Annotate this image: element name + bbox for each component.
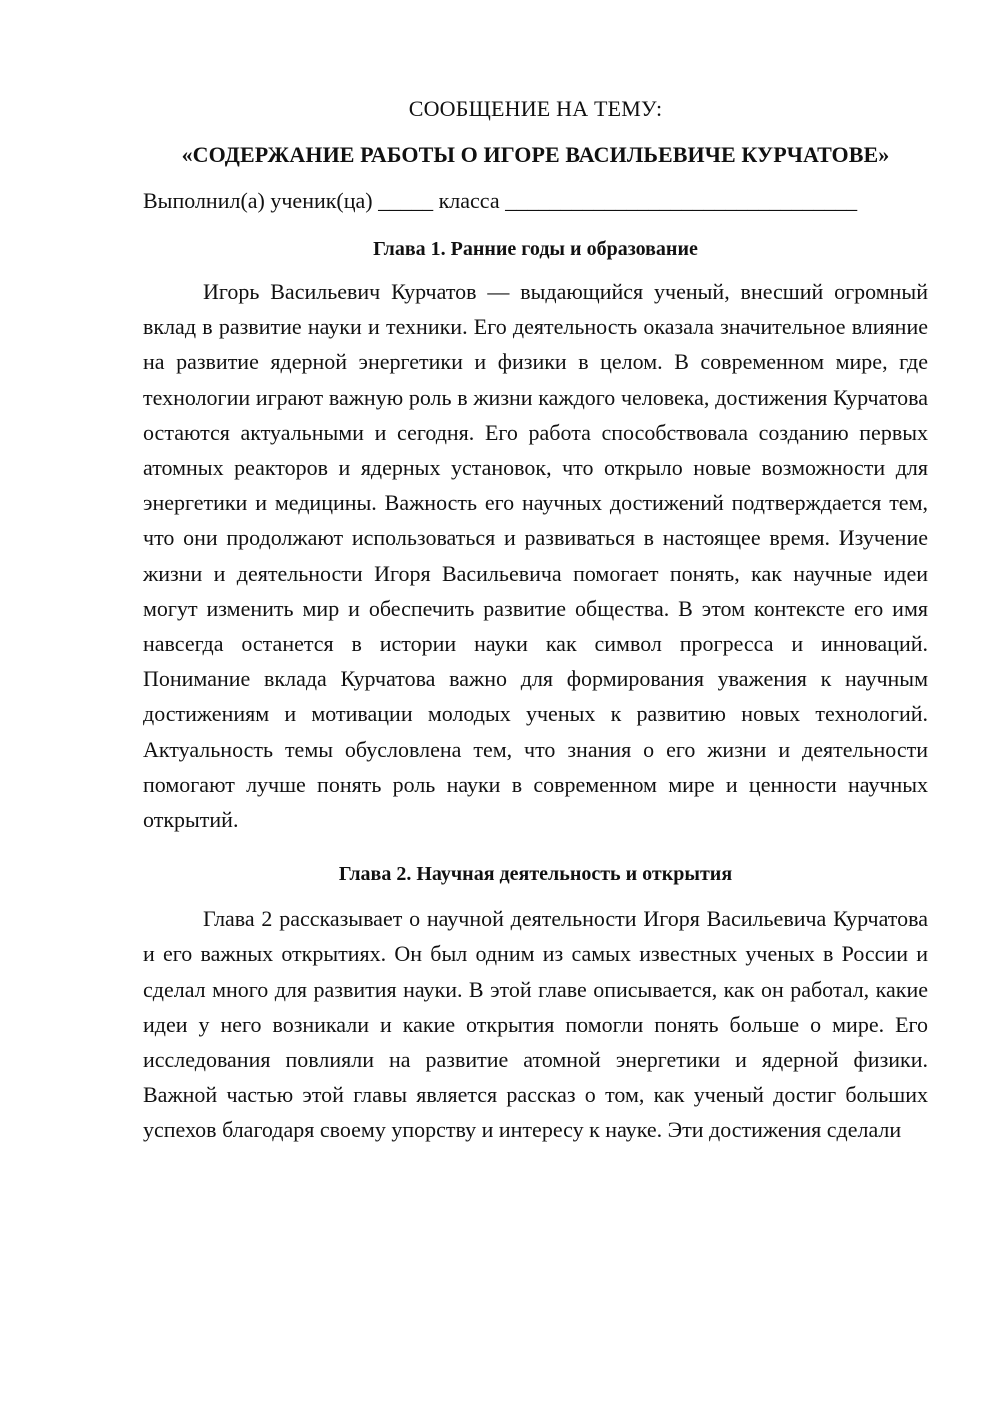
chapter-2-paragraph: Глава 2 рассказывает о научной деятельности Игоря Васильевича Курчатова и его важных открытиях. Он был одним из самых известных ученых в России и сделал много для развития науки. В этой главе описывается, как он работал, какие идеи у него возникали и какие открытия помогли понять больше о мире. Его исследования повлияли на развитие атомной энергетики и ядерной физики. Важной частью этой главы является рассказ о том, как ученый достиг больших успехов благодаря своему упорству и интересу к науке. Эти достижения сделали	[143, 906, 928, 1143]
report-type-heading: СООБЩЕНИЕ НА ТЕМУ:	[408, 96, 663, 121]
chapter-1-paragraph: Игорь Васильевич Курчатов — выдающийся ученый, внесший огромный вклад в развитие науки и техники. Его деятельность оказала значительное влияние на развитие ядерной энергетики и физики в целом. В современном мире, где технологии играют важную роль в жизни каждого человека, достижения Курчатова остаются актуальными и сегодня. Его работа способствовала созданию первых атомных реакторов и ядерных установок, что открыло новые возможности для энергетики и медицины. Важность его научных достижений подтверждается тем, что они продолжают использоваться и развиваться в настоящее время. Изучение жизни и деятельности Игоря Васильевича помогает понять, как научные идеи могут изменить мир и обеспечить развитие общества. В этом контексте его имя навсегда останется в истории науки как символ прогресса и инноваций. Понимание вклада Курчатова важно для формирования уважения к научным достижениям и мотивации молодых ученых к развитию новых технологий. Актуальность темы обусловлена тем, что знания о его жизни и деятельности помогают лучше понять роль науки в современном мире и ценности научных открытий.	[143, 279, 928, 833]
chapter-2-title: Глава 2. Научная деятельность и открытия	[338, 863, 733, 886]
chapter-1-title: Глава 1. Ранние годы и образование	[373, 238, 698, 260]
student-info-line: Выполнил(а) ученик(ца) _____ класса ________________________________	[143, 188, 858, 213]
report-title: «СОДЕРЖАНИЕ РАБОТЫ О ИГОРЕ ВАСИЛЬЕВИЧЕ КУРЧАТОВЕ»	[181, 142, 890, 167]
